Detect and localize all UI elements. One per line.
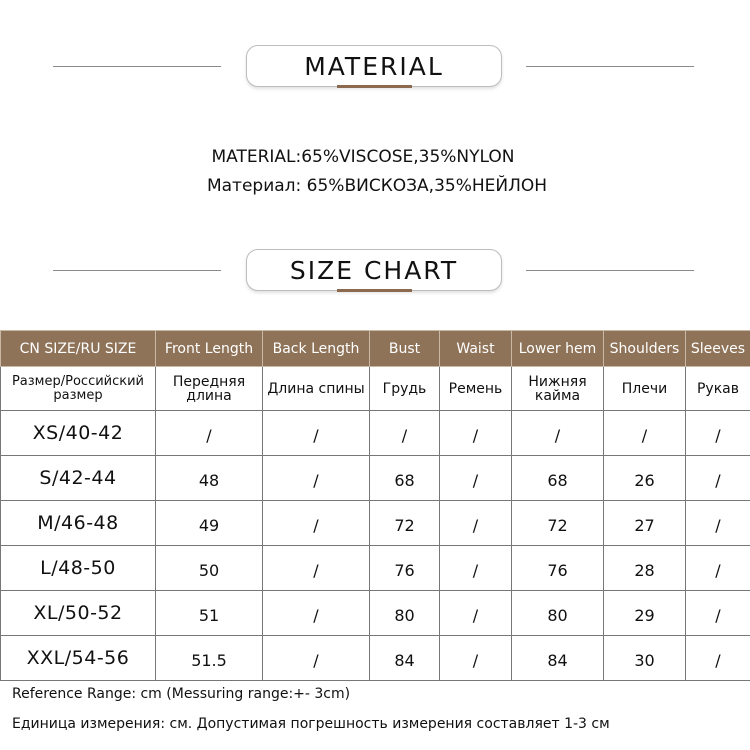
cell-waist: / — [440, 546, 512, 591]
cell-shoulders: 28 — [604, 546, 686, 591]
cell-back-length: / — [263, 501, 370, 546]
cell-size: XXL/54-56 — [1, 636, 156, 681]
cell-waist: / — [440, 591, 512, 636]
divider-line-left — [53, 66, 221, 67]
cell-size: L/48-50 — [1, 546, 156, 591]
header-ru-size: Размер/Российский размер — [1, 367, 156, 411]
cell-front-length: 51.5 — [156, 636, 263, 681]
header-shoulders: Shoulders — [604, 331, 686, 367]
table-row — [1, 546, 750, 591]
cell-lower-hem: 84 — [512, 636, 604, 681]
cell-bust: 76 — [370, 546, 440, 591]
table-row — [1, 636, 750, 681]
cell-front-length: / — [156, 411, 263, 456]
header-ru-sleeves: Рукав — [686, 367, 750, 411]
cell-back-length: / — [263, 591, 370, 636]
cell-sleeves: / — [686, 636, 750, 681]
header-lower-hem: Lower hem — [512, 331, 604, 367]
size-chart-section-header — [0, 249, 750, 309]
size-chart-title: SIZE CHART — [246, 249, 502, 291]
cell-back-length: / — [263, 411, 370, 456]
cell-bust: 80 — [370, 591, 440, 636]
cell-back-length: / — [263, 636, 370, 681]
cell-bust: 72 — [370, 501, 440, 546]
cell-sleeves: / — [686, 411, 750, 456]
header-ru-shoulders: Плечи — [604, 367, 686, 411]
cell-sleeves: / — [686, 456, 750, 501]
header-ru-front-length: Передняя длина — [156, 367, 263, 411]
header-ru-bust: Грудь — [370, 367, 440, 411]
material-section-header — [0, 45, 750, 105]
header-row-english — [1, 331, 750, 367]
material-title: MATERIAL — [246, 45, 502, 87]
header-front-length: Front Length — [156, 331, 263, 367]
cell-bust: 68 — [370, 456, 440, 501]
cell-front-length: 50 — [156, 546, 263, 591]
divider-line-right — [526, 66, 694, 67]
material-russian: Материал: 65%ВИСКОЗА,35%НЕЙЛОН — [206, 176, 548, 196]
cell-sleeves: / — [686, 546, 750, 591]
title-accent-bar — [337, 289, 412, 292]
cell-front-length: 48 — [156, 456, 263, 501]
table-row — [1, 456, 750, 501]
cell-sleeves: / — [686, 591, 750, 636]
reference-note-russian: Единица измерения: см. Допустимая погрешность измерения составляет 1-3 см — [12, 716, 610, 732]
cell-lower-hem: 80 — [512, 591, 604, 636]
cell-size: XL/50-52 — [1, 591, 156, 636]
cell-size: XS/40-42 — [1, 411, 156, 456]
table-row — [1, 591, 750, 636]
divider-line-right — [526, 270, 694, 271]
cell-front-length: 51 — [156, 591, 263, 636]
cell-waist: / — [440, 636, 512, 681]
header-bust: Bust — [370, 331, 440, 367]
table-row — [1, 411, 750, 456]
title-accent-bar — [337, 85, 412, 88]
cell-back-length: / — [263, 546, 370, 591]
cell-waist: / — [440, 456, 512, 501]
header-ru-lower-hem: Нижняя кайма — [512, 367, 604, 411]
header-sleeves: Sleeves — [686, 331, 750, 367]
cell-size: S/42-44 — [1, 456, 156, 501]
cell-waist: / — [440, 501, 512, 546]
header-ru-back-length: Длина спины — [263, 367, 370, 411]
cell-size: M/46-48 — [1, 501, 156, 546]
cell-waist: / — [440, 411, 512, 456]
header-size: CN SIZE/RU SIZE — [1, 331, 156, 367]
header-row-russian — [1, 367, 750, 411]
material-english: MATERIAL:65%VISCOSE,35%NYLON — [211, 147, 515, 167]
header-back-length: Back Length — [263, 331, 370, 367]
cell-lower-hem: / — [512, 411, 604, 456]
reference-note-english: Reference Range: cm (Messuring range:+- 3cm) — [12, 686, 351, 702]
cell-front-length: 49 — [156, 501, 263, 546]
cell-shoulders: / — [604, 411, 686, 456]
cell-lower-hem: 76 — [512, 546, 604, 591]
table-row — [1, 501, 750, 546]
cell-lower-hem: 72 — [512, 501, 604, 546]
cell-bust: 84 — [370, 636, 440, 681]
cell-shoulders: 29 — [604, 591, 686, 636]
cell-shoulders: 30 — [604, 636, 686, 681]
cell-shoulders: 26 — [604, 456, 686, 501]
divider-line-left — [53, 270, 221, 271]
header-waist: Waist — [440, 331, 512, 367]
cell-back-length: / — [263, 456, 370, 501]
size-chart-table — [0, 330, 750, 681]
cell-lower-hem: 68 — [512, 456, 604, 501]
header-ru-waist: Ремень — [440, 367, 512, 411]
cell-sleeves: / — [686, 501, 750, 546]
cell-shoulders: 27 — [604, 501, 686, 546]
cell-bust: / — [370, 411, 440, 456]
